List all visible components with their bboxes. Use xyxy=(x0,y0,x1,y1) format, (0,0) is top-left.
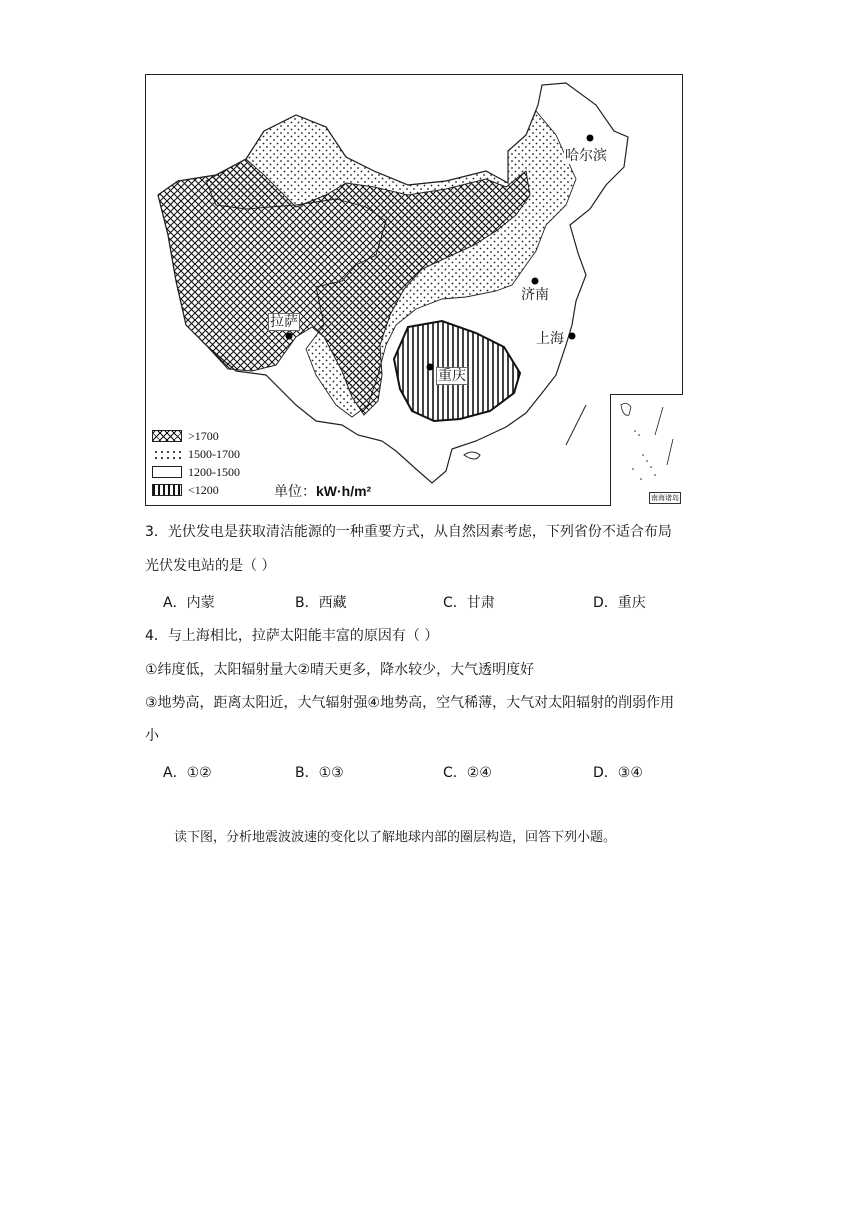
jinan-dot xyxy=(532,278,539,285)
city-label-lhasa: 拉萨 xyxy=(270,314,298,330)
legend-label: 1500-1700 xyxy=(188,446,240,461)
dots-swatch-icon xyxy=(152,448,182,460)
q4-option-a[interactable]: A．①② xyxy=(163,765,212,781)
city-label-chongqing: 重庆 xyxy=(438,368,466,384)
solar-radiation-map xyxy=(145,74,683,506)
q3-option-d[interactable]: D．重庆 xyxy=(593,595,646,611)
city-label-shanghai: 上海 xyxy=(536,331,564,347)
legend-label: >1700 xyxy=(188,428,219,443)
map-legend xyxy=(152,427,240,499)
q4-option-d[interactable]: D．③④ xyxy=(593,765,643,781)
question-3-stem-line2: 光伏发电站的是（ ） xyxy=(145,558,276,574)
unit-label: 单位：kW·h/m² xyxy=(274,483,372,500)
chongqing-dot xyxy=(427,364,434,371)
q4-option-c[interactable]: C．②④ xyxy=(443,765,492,781)
q3-option-c[interactable]: C．甘肃 xyxy=(443,595,495,611)
crosshatch-swatch-icon xyxy=(152,430,182,442)
legend-item xyxy=(152,463,240,481)
south-china-sea-inset xyxy=(610,394,683,506)
question-3-stem-line1: 3．光伏发电是获取清洁能源的一种重要方式，从自然因素考虑，下列省份不适合布局 xyxy=(145,524,672,540)
question-4-stem: 4．与上海相比，拉萨太阳能丰富的原因有（ ） xyxy=(145,628,439,644)
city-label-jinan: 济南 xyxy=(521,287,549,303)
legend-item xyxy=(152,445,240,463)
q4-option-b[interactable]: B．①③ xyxy=(295,765,344,781)
legend-item xyxy=(152,427,240,445)
question-4-statement-line2: ③地势高，距离太阳近，大气辐射强④地势高，空气稀薄，大气对太阳辐射的削弱作用 xyxy=(145,695,675,711)
inset-label: 南海诸岛 xyxy=(651,494,679,502)
blank-swatch-icon xyxy=(152,466,182,478)
lhasa-dot xyxy=(286,333,293,340)
legend-label: <1200 xyxy=(188,482,219,497)
city-label-harbin: 哈尔滨 xyxy=(565,148,607,164)
shanghai-dot xyxy=(569,333,576,340)
legend-item xyxy=(152,481,240,499)
q3-option-b[interactable]: B．西藏 xyxy=(295,595,347,611)
question-4-statement-line1: ①纬度低，太阳辐射量大②晴天更多，降水较少，大气透明度好 xyxy=(145,662,535,678)
harbin-dot xyxy=(587,135,594,142)
question-4-statement-line3: 小 xyxy=(145,728,159,744)
inset-drawing xyxy=(611,395,683,505)
next-section-intro: 读下图，分析地震波波速的变化以了解地球内部的圈层构造，回答下列小题。 xyxy=(174,830,617,845)
q3-option-a[interactable]: A．内蒙 xyxy=(163,595,215,611)
legend-label: 1200-1500 xyxy=(188,464,240,479)
vertical-lines-swatch-icon xyxy=(152,484,182,496)
